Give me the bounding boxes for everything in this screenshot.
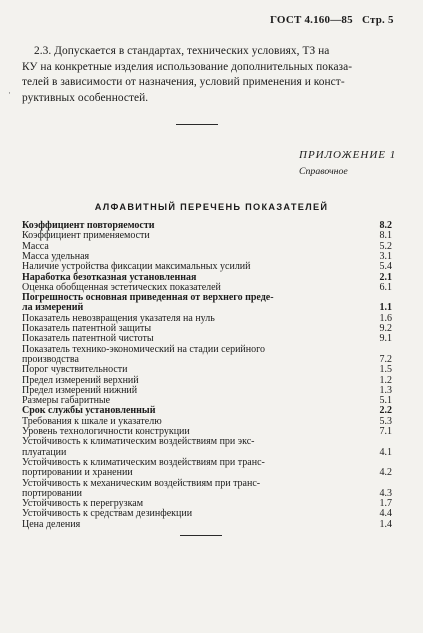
index-entry-term-line: плуатации xyxy=(22,446,67,458)
index-entry-term-line: Требования к шкале и указателю xyxy=(22,415,162,427)
index-entry-term-line: Цена деления xyxy=(22,518,81,530)
index-entry-term xyxy=(22,520,352,530)
paragraph-line: руктивных особенностей. xyxy=(22,91,149,104)
index-entry-term-line: Показатель невозвращения указателя на нуль xyxy=(22,312,215,324)
index-entry-clause: 9.1 xyxy=(379,333,392,345)
index-entry-clause: 1.4 xyxy=(379,518,392,530)
index-entry-term xyxy=(22,458,352,479)
index-entry-term-line: Устойчивость к перегрузкам xyxy=(22,498,144,510)
index-entry-term-line: Погрешность основная приведенная от верхнего преде- xyxy=(22,292,274,304)
clause-paragraph xyxy=(22,44,392,106)
index-entry-term-line: Коэффициент применяемости xyxy=(22,230,150,242)
page-header xyxy=(0,14,423,30)
index-entry-term-line: Коэффициент повторяемости xyxy=(22,220,155,231)
index-entry-term-line: портировании и хранении xyxy=(22,467,133,479)
index-entry xyxy=(22,479,392,500)
index-entry-clause: 5.1 xyxy=(379,395,392,407)
index-entry-clause: 1.1 xyxy=(379,302,392,314)
index-entry-clause: 4.3 xyxy=(379,487,392,499)
index-entry-term-line: Устойчивость к климатическим воздействиям при транс- xyxy=(22,456,265,468)
paragraph-line: телей в зависимости от назначения, условий применения и конст- xyxy=(22,76,345,88)
index-entry-clause: 1.3 xyxy=(379,384,392,396)
index-entry-term-line: Оценка обобщенная эстетических показателей xyxy=(22,281,221,293)
index-entry-term-line: Предел измерений верхний xyxy=(22,374,139,386)
index-entry xyxy=(22,345,392,366)
index-entry-clause: 5.3 xyxy=(379,415,392,427)
list-title: АЛФАВИТНЫЙ ПЕРЕЧЕНЬ ПОКАЗАТЕЛЕЙ xyxy=(94,202,329,212)
index-entry-clause: 5.2 xyxy=(379,240,392,252)
index-entry-clause: 2.2 xyxy=(379,405,392,417)
index-entry-term-line: Наличие устройства фиксации максимальных усилий xyxy=(22,261,251,273)
index-entry-clause: 4.1 xyxy=(379,446,392,458)
index-entry-term xyxy=(22,479,352,500)
index-entry-term xyxy=(22,365,352,375)
index-entry-term-line: Устойчивость к механическим воздействиям при транс- xyxy=(22,477,261,489)
standard-number: ГОСТ 4.160—85 xyxy=(270,14,353,26)
margin-mark: · xyxy=(8,88,11,98)
index-entry xyxy=(22,293,392,314)
index-entry-term-line: Наработка безотказная установленная xyxy=(22,271,197,283)
appendix-note: Справочное xyxy=(299,166,348,177)
index-entry-term xyxy=(22,437,352,458)
page-number: Стр. 5 xyxy=(362,14,394,26)
index-entry-clause: 1.6 xyxy=(379,312,392,324)
index-entry-clause: 9.2 xyxy=(379,323,392,334)
paragraph-line: 2.3. Допускается в стандартах, технических условиях, ТЗ на xyxy=(34,45,330,57)
index-entry-clause: 8.1 xyxy=(379,230,392,242)
index-entry-term xyxy=(22,345,352,366)
index-entry-term-line: Срок службы установленный xyxy=(22,405,156,417)
index-entry-clause: 1.2 xyxy=(379,374,392,386)
index-entry-term-line: Показатель патентной чистоты xyxy=(22,333,154,345)
index-entry-term-line: Порог чувствительности xyxy=(22,364,128,376)
index-entry-term-line: Показатель патентной защиты xyxy=(22,323,152,334)
index-entry-term-line: Масса xyxy=(22,240,49,252)
index-entry-clause: 3.1 xyxy=(379,250,392,262)
index-entry-term-line: портировании xyxy=(22,487,83,499)
index-entry-clause: 4.4 xyxy=(379,508,392,520)
index-entry-term-line: производства xyxy=(22,353,79,365)
index-entry xyxy=(22,365,392,375)
index-entry-term-line: Размеры габаритные xyxy=(22,395,111,407)
index-entry-term xyxy=(22,231,352,241)
index-entry-clause: 6.1 xyxy=(379,281,392,293)
index-entry-term-line: Показатель технико-экономический на стадии серийного xyxy=(22,343,265,355)
index-entry xyxy=(22,262,392,272)
index-entry-clause: 2.1 xyxy=(379,271,392,283)
index-entry-term-line: ла измерений xyxy=(22,302,84,314)
index-entry-term-line: Уровень технологичности конструкции xyxy=(22,426,190,437)
appendix-title: ПРИЛОЖЕНИЕ 1 xyxy=(299,149,397,161)
index-entry xyxy=(22,520,392,530)
index-entry-clause: 5.4 xyxy=(379,261,392,273)
index-entry-term-line: Масса удельная xyxy=(22,250,90,262)
index-entry xyxy=(22,458,392,479)
separator-rule xyxy=(176,124,218,125)
paragraph-line: КУ на конкретные изделия использование дополнительных показа- xyxy=(22,60,353,73)
index-entry-clause: 1.7 xyxy=(379,498,392,510)
index-entry xyxy=(22,437,392,458)
separator-rule-bottom xyxy=(180,535,222,536)
index-entry-clause: 1.5 xyxy=(379,364,392,376)
index-entry-term-line: Предел измерений нижний xyxy=(22,384,138,396)
index-entry-clause: 7.2 xyxy=(379,353,392,365)
index-entry-clause: 8.2 xyxy=(379,220,392,231)
index-entry-clause: 7.1 xyxy=(379,426,392,437)
index-entry-term-line: Устойчивость к климатическим воздействиям при экс- xyxy=(22,436,255,448)
index-entry xyxy=(22,231,392,241)
index-entry-term xyxy=(22,262,352,272)
index-entry-term xyxy=(22,293,352,314)
index-entry-clause: 4.2 xyxy=(379,467,392,479)
index-entry-term-line: Устойчивость к средствам дезинфекции xyxy=(22,508,193,520)
